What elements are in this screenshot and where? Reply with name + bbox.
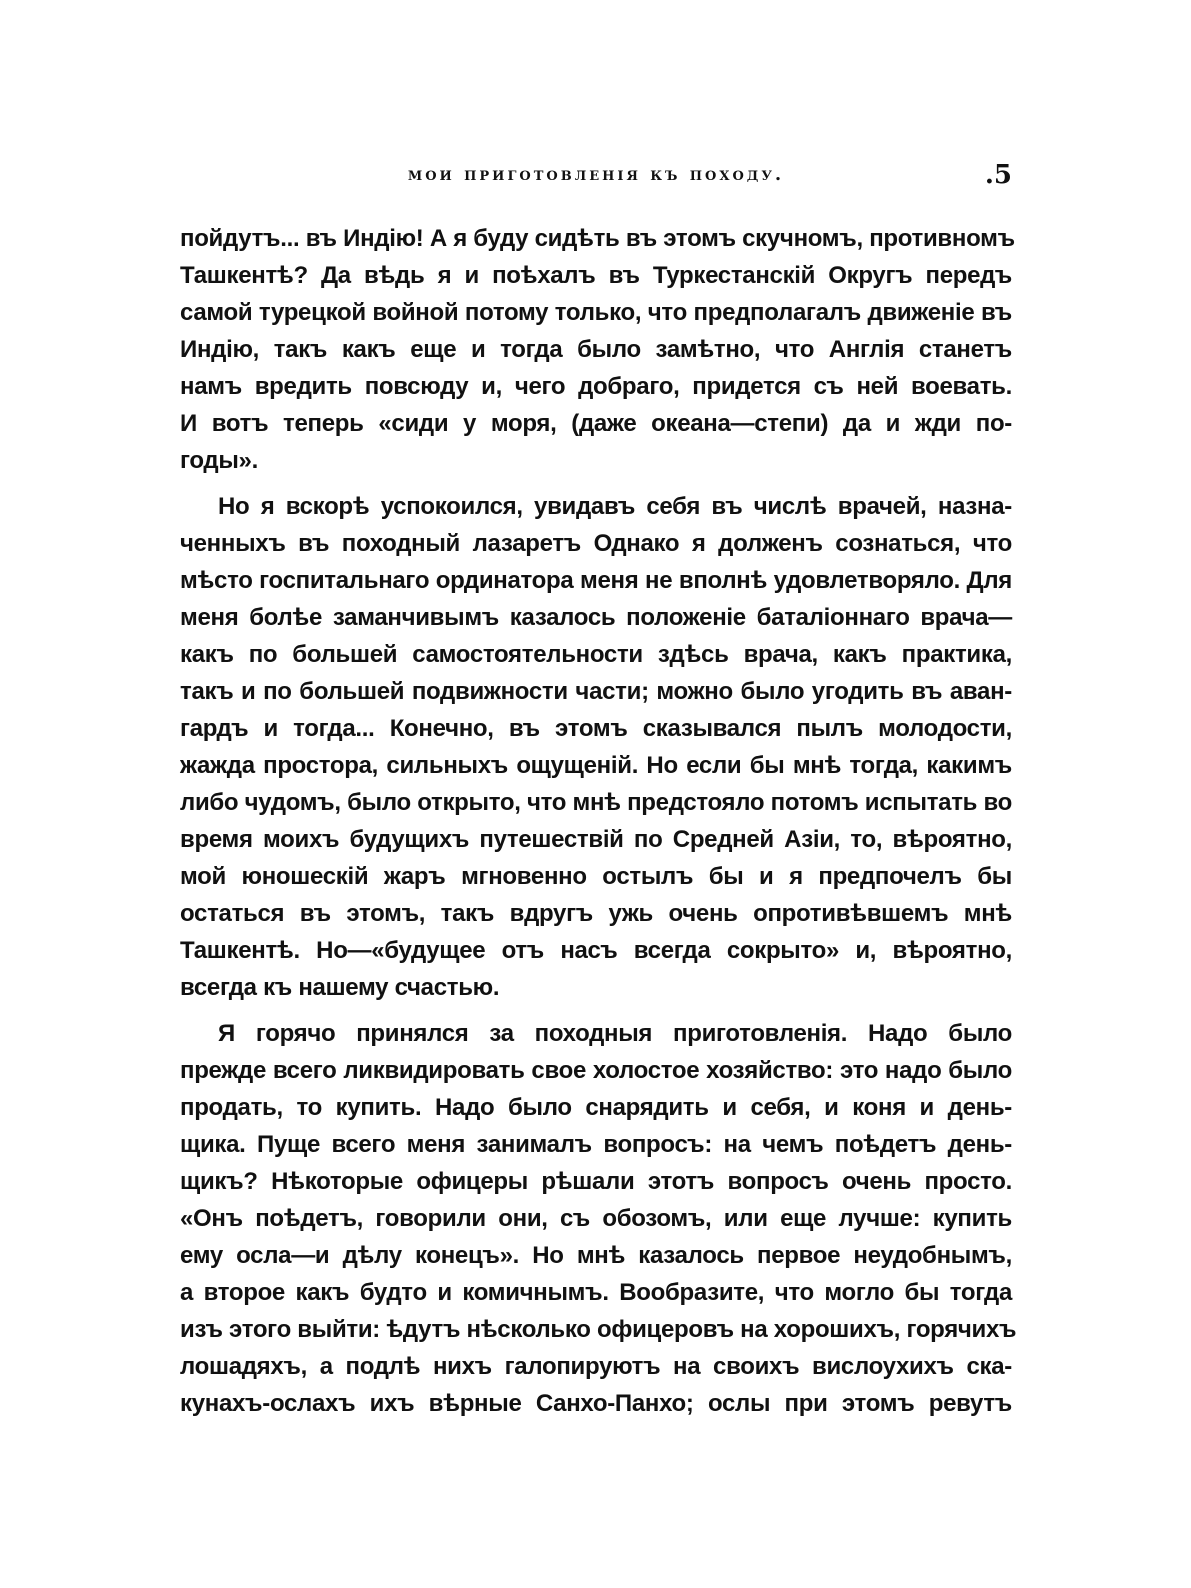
text-line: лошадяхъ, а подлѣ нихъ галопируютъ на своихъ вислоухихъ ска-	[180, 1353, 1012, 1380]
body-text	[180, 220, 1017, 1422]
text-line: кунахъ-ослахъ ихъ вѣрные Санхо-Панхо; ослы при этомъ ревутъ	[180, 1390, 1012, 1417]
text-line: годы».	[180, 447, 258, 474]
text-line: ему осла—и дѣлу конецъ». Но мнѣ казалось первое неудобнымъ,	[180, 1242, 1012, 1269]
text-line: какъ по большей самостоятельности здѣсь врача, какъ практика,	[180, 641, 1012, 668]
text-line: время моихъ будущихъ путешествій по Средней Азіи, то, вѣроятно,	[180, 826, 1012, 853]
text-line: жажда простора, сильныхъ ощущеній. Но если бы мнѣ тогда, какимъ	[180, 752, 1012, 779]
page-number: .5	[984, 160, 1012, 190]
text-line: щикъ? Нѣкоторые офицеры рѣшали этотъ вопросъ очень просто.	[180, 1168, 1012, 1195]
text-line: гардъ и тогда... Конечно, въ этомъ сказывался пылъ молодости,	[180, 715, 1012, 742]
text-line: такъ и по большей подвижности части; можно было угодить въ аван-	[180, 678, 1012, 705]
text-line: И вотъ теперь «сиди у моря, (даже океана—степи) да и жди по-	[180, 410, 1012, 437]
text-line: мой юношескій жаръ мгновенно остылъ бы и я предпочелъ бы	[180, 863, 1012, 890]
text-line: Ташкентѣ? Да вѣдь я и поѣхалъ въ Туркестанскій Округъ передъ	[180, 262, 1012, 289]
running-title: мои приготовленія къ походу.	[407, 164, 785, 185]
text-line: ченныхъ въ походный лазаретъ Однако я долженъ сознаться, что	[180, 530, 1012, 557]
text-line: пойдутъ... въ Индію! А я буду сидѣть въ этомъ скучномъ, противномъ	[180, 225, 1015, 252]
text-line: меня болѣе заманчивымъ казалось положеніе баталіоннаго врача—	[180, 604, 1012, 631]
text-line: всегда къ нашему счастью.	[180, 974, 500, 1001]
text-line: Я горячо принялся за походныя приготовленія. Надо было	[218, 1020, 1012, 1047]
text-line: мѣсто госпитальнаго ординатора меня не вполнѣ удовлетворяло. Для	[180, 567, 1012, 594]
text-line: «Онъ поѣдетъ, говорили они, съ обозомъ, или еще лучше: купить	[180, 1205, 1012, 1232]
text-line: щика. Пуще всего меня занималъ вопросъ: на чемъ поѣдетъ день-	[180, 1131, 1012, 1158]
text-line: а второе какъ будто и комичнымъ. Вообразите, что могло бы тогда	[180, 1279, 1012, 1306]
text-line: Индію, такъ какъ еще и тогда было замѣтно, что Англія станетъ	[180, 336, 1012, 363]
running-head	[180, 160, 1012, 194]
text-line: Но я вскорѣ успокоился, увидавъ себя въ числѣ врачей, назна-	[218, 493, 1012, 520]
text-line: изъ этого выйти: ѣдутъ нѣсколько офицеровъ на хорошихъ, горячихъ	[180, 1316, 1017, 1343]
text-line: намъ вредить повсюду и, чего добраго, придется съ ней воевать.	[180, 373, 1012, 400]
text-line: самой турецкой войной потому только, что предполагалъ движеніе въ	[180, 299, 1012, 326]
text-line: прежде всего ликвидировать свое холостое хозяйство: это надо было	[180, 1057, 1012, 1084]
text-line: либо чудомъ, было открыто, что мнѣ предстояло потомъ испытать во	[180, 789, 1012, 816]
text-line: Ташкентѣ. Но—«будущее отъ насъ всегда сокрыто» и, вѣроятно,	[180, 937, 1012, 964]
text-line: остаться въ этомъ, такъ вдругъ ужь очень опротивѣвшемъ мнѣ	[180, 900, 1012, 927]
text-line: продать, то купить. Надо было снарядить и себя, и коня и день-	[180, 1094, 1012, 1121]
